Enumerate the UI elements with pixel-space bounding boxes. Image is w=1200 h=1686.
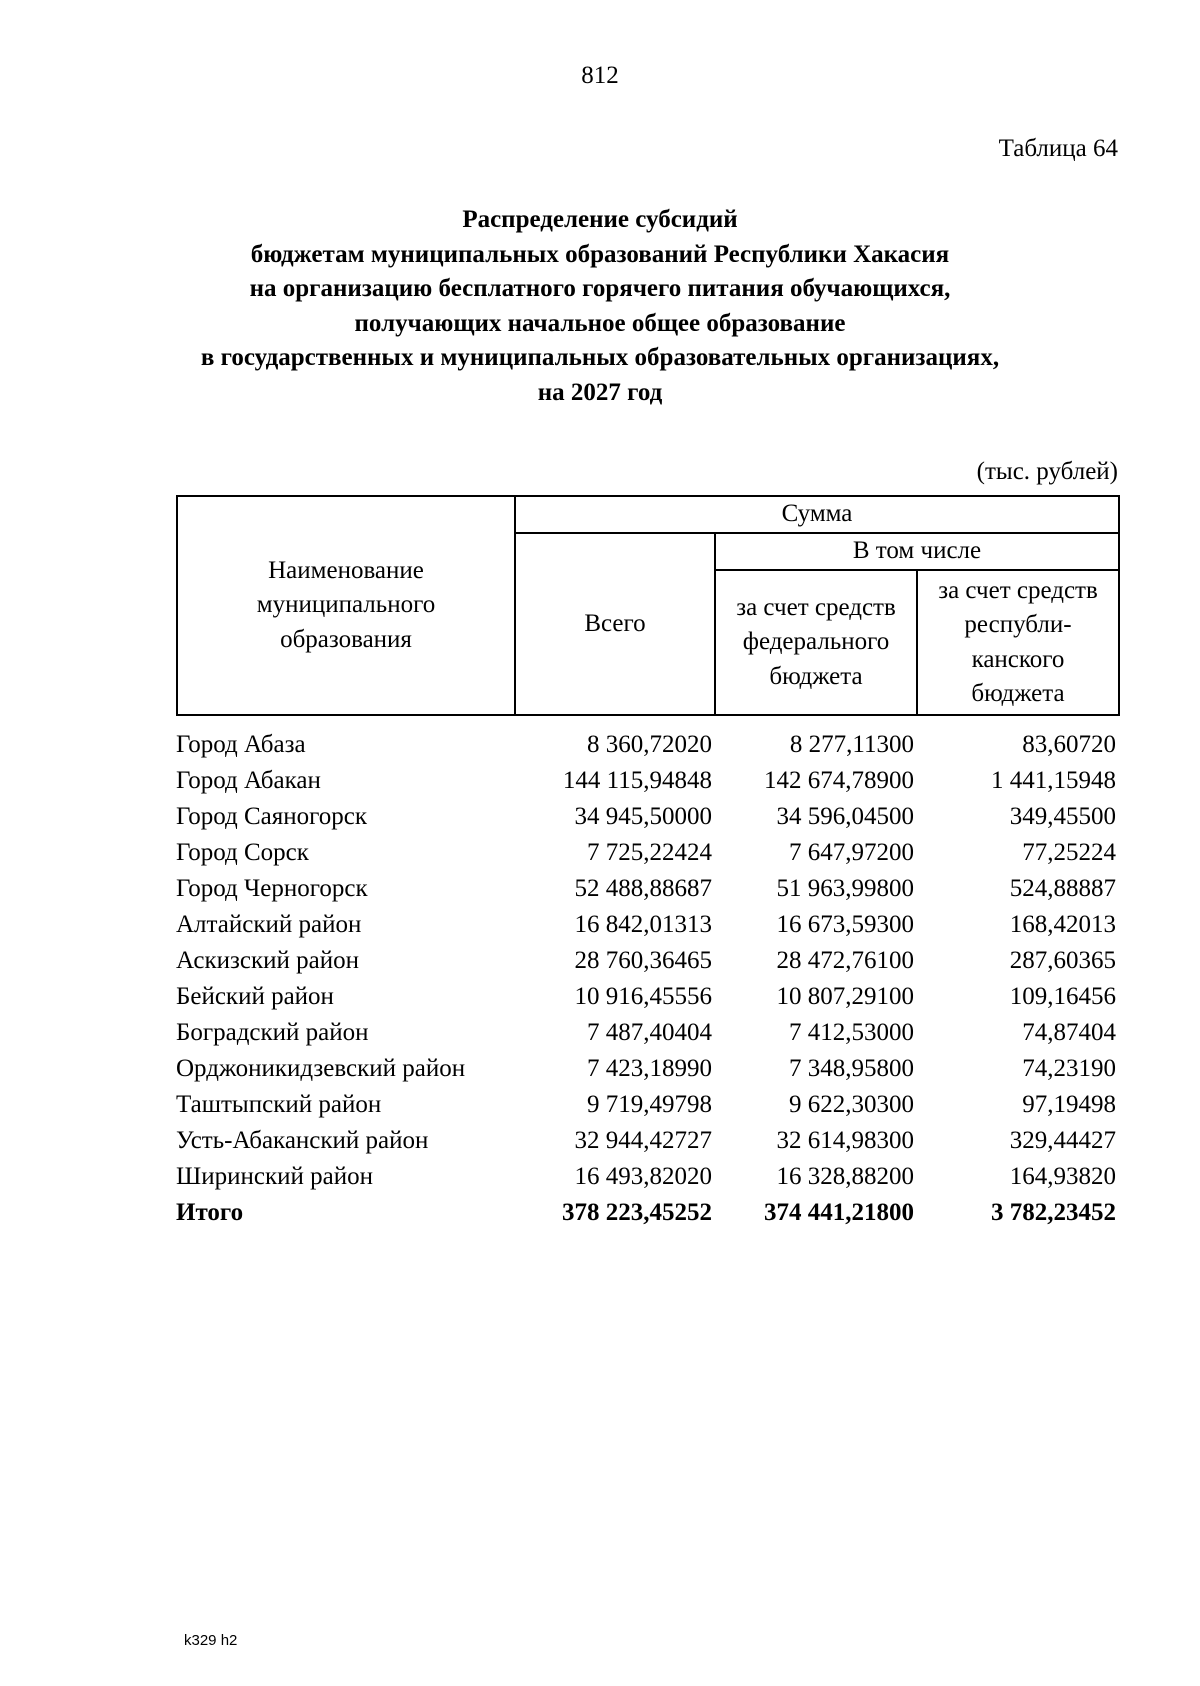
total-republic-amount: 3 782,23452 [991,1199,1116,1226]
total-amount: 32 944,42727 [574,1127,712,1154]
total-municipality-name: Итого [176,1199,244,1226]
table-row [176,835,1118,871]
title-line: бюджетам муниципальных образований Республики Хакасия [250,240,950,268]
title-line: на организацию бесплатного горячего питания обучающихся, [249,275,951,302]
table-row [176,763,1118,799]
municipality-name: Ширинский район [176,1163,373,1190]
total-amount: 9 719,49798 [587,1091,712,1118]
federal-amount: 9 622,30300 [789,1091,914,1118]
header-name-line: муниципального [256,591,436,619]
table-row [176,1087,1118,1123]
table-row [176,727,1118,763]
table-row [176,1123,1118,1159]
municipality-name: Орджоникидзевский район [176,1055,466,1082]
total-amount: 10 916,45556 [574,983,712,1010]
municipality-name: Таштыпский район [176,1091,382,1118]
republic-amount: 77,25224 [1022,839,1116,866]
table-label: Таблица 64 [998,135,1118,162]
document-title [0,203,1200,410]
table-row [176,1015,1118,1051]
title-line: получающих начальное общее образование [354,309,846,337]
federal-amount: 8 277,11300 [789,731,914,758]
federal-amount: 10 807,29100 [776,983,914,1010]
federal-amount: 7 647,97200 [789,839,914,866]
header-total: Всего [515,533,715,715]
total-row [176,1195,1118,1231]
total-amount: 28 760,36465 [574,947,712,974]
total-amount: 144 115,94848 [562,767,712,794]
total-federal-amount: 374 441,21800 [764,1199,914,1226]
municipality-name: Город Абаза [176,731,306,758]
total-amount: 8 360,72020 [587,731,712,758]
republic-amount: 287,60365 [1009,947,1116,974]
federal-amount: 34 596,04500 [776,803,914,830]
federal-amount: 142 674,78900 [764,767,914,794]
header-republic-line: за счет средств [938,576,1098,604]
municipality-name: Бейский район [176,983,334,1010]
republic-amount: 83,60720 [1022,731,1116,758]
header-federal-line: бюджета [769,662,863,690]
republic-amount: 97,19498 [1022,1091,1116,1118]
total-amount: 7 423,18990 [587,1055,712,1082]
republic-amount: 349,45500 [1009,803,1116,830]
table-row [176,1159,1118,1195]
federal-amount: 51 963,99800 [776,875,914,902]
republic-amount: 168,42013 [1009,911,1116,938]
republic-amount: 524,88887 [1009,875,1116,902]
header-federal [715,570,917,715]
municipality-name: Алтайский район [176,911,362,938]
table-row [176,871,1118,907]
municipality-name: Усть-Абаканский район [176,1127,429,1154]
municipality-name: Город Абакан [176,767,321,794]
title-line: на 2027 год [537,378,663,406]
federal-amount: 7 412,53000 [789,1019,914,1046]
footer-code: k329 h2 [184,1632,238,1649]
federal-amount: 7 348,95800 [789,1055,914,1082]
total-amount: 16 493,82020 [574,1163,712,1190]
page-number: 812 [581,62,619,89]
federal-amount: 16 328,88200 [776,1163,914,1190]
table-header [176,495,1120,716]
header-sum: Сумма [515,496,1119,533]
total-amount: 34 945,50000 [574,803,712,830]
header-republic-line: бюджета [971,680,1065,707]
republic-amount: 74,87404 [1022,1019,1116,1046]
units-note: (тыс. рублей) [976,458,1118,485]
total-amount: 16 842,01313 [574,911,712,938]
title-line: в государственных и муниципальных образовательных организациях, [200,344,1000,371]
republic-amount: 1 441,15948 [991,767,1116,794]
header-republic-line: канского [971,645,1065,673]
municipality-name: Город Сорск [176,839,309,866]
republic-amount: 329,44427 [1009,1127,1116,1154]
total-amount: 52 488,88687 [574,875,712,902]
table-row [176,1051,1118,1087]
municipality-name: Город Черногорск [176,875,368,902]
header-republic-line: республи- [964,611,1072,638]
header-federal-line: федерального [742,628,890,656]
republic-amount: 74,23190 [1022,1055,1116,1082]
municipality-name: Боградский район [176,1019,369,1046]
municipality-name: Аскизский район [176,947,360,974]
federal-amount: 16 673,59300 [776,911,914,938]
table-row [176,979,1118,1015]
municipality-name: Город Саяногорск [176,803,368,830]
total-total-amount: 378 223,45252 [562,1199,712,1226]
table-row [176,907,1118,943]
header-including: В том числе [715,533,1119,570]
table-row [176,943,1118,979]
header-name-line: Наименование [268,556,424,584]
republic-amount: 164,93820 [1009,1163,1116,1190]
federal-amount: 28 472,76100 [776,947,914,974]
title-line: Распределение субсидий [462,206,738,233]
header-name-column [177,496,515,715]
federal-amount: 32 614,98300 [776,1127,914,1154]
total-amount: 7 487,40404 [587,1019,712,1046]
table-row [176,799,1118,835]
header-name-line: образования [280,625,412,653]
total-amount: 7 725,22424 [587,839,712,866]
data-table [176,727,1118,1231]
header-republic [917,570,1119,715]
republic-amount: 109,16456 [1009,983,1116,1010]
header-federal-line: за счет средств [736,593,896,621]
